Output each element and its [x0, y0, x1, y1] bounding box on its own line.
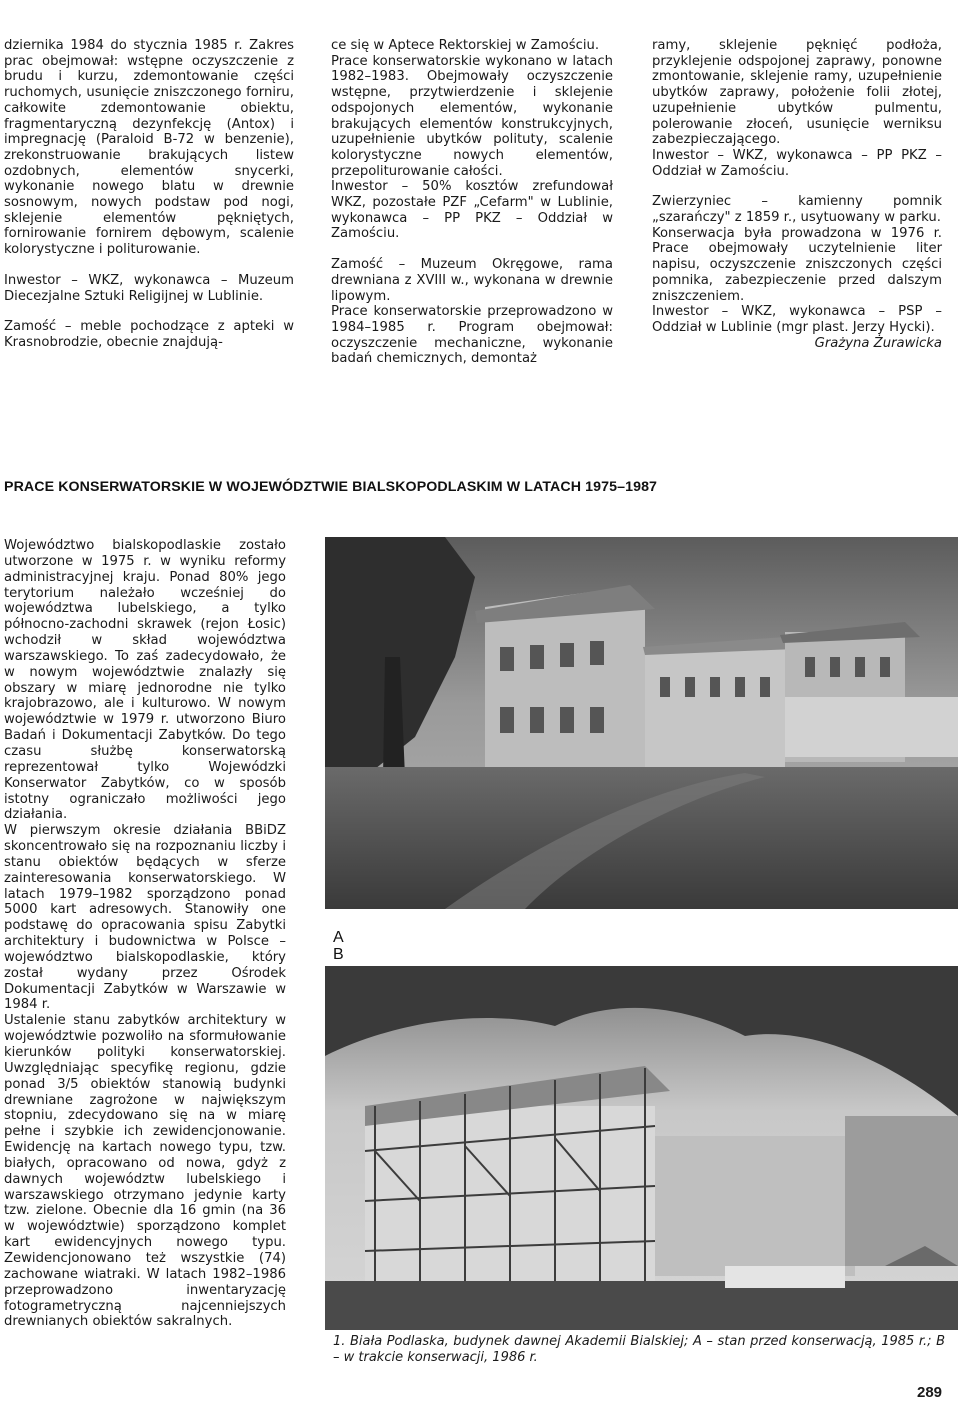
text-column-2 — [331, 38, 613, 367]
figure-caption: 1. Biała Podlaska, budynek dawnej Akademii Bialskiej; A – stan przed konserwacją, 1985 r.; B – w trakcie konserwacji, 1986 r. — [333, 1334, 945, 1365]
article-column — [4, 538, 286, 1330]
paragraph: Prace konserwatorskie wykonano w latach 1982–1983. Obejmowały oczyszczenie wstępne, przytwierdzenie i sklejenie odspojonych elementów, wykonanie brakujących elementów konstrukcyjnych, uzupełnienie ubytków polituty, scalenie kolorystyczne nowych elementów, przepoliturowanie całości. — [331, 53, 613, 179]
page-number: 289 — [917, 1384, 943, 1401]
author-signature: Grażyna Żurawicka — [814, 335, 942, 351]
paragraph: Inwestor – WKZ, wykonawca – PSP – Oddział w Lublinie (mgr plast. Jerzy Hycki). — [652, 304, 942, 335]
paragraph: W pierwszym okresie działania BBiDZ skoncentrowało się na rozpoznaniu liczby i stanu obiektów będących w sferze zainteresowania konserwatorskiego. W latach 1979–1982 sporządzono ponad 5000 kart adresowych. Stanowiły one podstawę do opracowania spisu Zabytki architektury i budownictwa w Polsce – województwo bialskopodlaskie, który został wydany przez Ośrodek Dokumentacji Zabytków w Warszawie w 1984 r. — [4, 823, 286, 1013]
paragraph: Ustalenie stanu zabytków architektury w województwie pozwoliło na sformułowanie kierunków polityki konserwatorskiej. Uwzględniając specyfikę regionu, gdzie ponad 3/5 obiektów stanowią budynki drewniane zagrożone w największym stopniu, zdecydowano się na w miarę pełne i szybkie ich zewidencjonowanie. Ewidencję na kartach nowego typu, tzw. białych, opracowano od nowa, gdyż z dawnych województw lubelskiego i warszawskiego otrzymano jedynie karty tzw. zielone. Obecnie dla 16 gmin (na 36 w województwie) sporządzono komplet kart ewidencyjnych nowego typu. Zewidencjonowano też wszystkie (74) zachowane wiatraki. W latach 1982–1986 przeprowadzono inwentaryzację fotogrametryczną najcenniejszych drewnianych obiektów sakralnych. — [4, 1013, 286, 1330]
photo-label-b: B — [333, 946, 344, 963]
paragraph: Prace konserwatorskie przeprowadzono w 1984–1985 r. Program obejmował: oczyszczenie mechaniczne, wykonanie badań chemicznych, demontaż — [331, 304, 613, 367]
paragraph: Konserwacja była prowadzona w 1976 r. Prace obejmowały uczytelnienie liter napisu, oczyszczenie zniszczonych części pomnika, zabezpieczenie przed dalszym zniszczeniem. — [652, 225, 942, 304]
photo-label-a: A — [333, 929, 344, 946]
photo-building-during-conservation — [325, 966, 958, 1330]
paragraph: Inwestor – WKZ, wykonawca – PP PKZ – Oddział w Zamościu. — [652, 147, 942, 179]
paragraph: Inwestor – WKZ, wykonawca – Muzeum Diecezjalne Sztuki Religijnej w Lublinie. — [4, 272, 294, 304]
paragraph: Zamość – meble pochodzące z apteki w Krasnobrodzie, obecnie znajdują- — [4, 319, 294, 350]
photo-building-before-conservation — [325, 537, 958, 909]
text-column-3 — [652, 38, 942, 351]
paragraph: Województwo bialskopodlaskie zostało utworzone w 1975 r. w wyniku reformy administracyjnej kraju. Ponad 80% jego terytorium należało wcześniej do województwa lubelskiego, a tylko północno-zachodni skrawek (rejon Łosic) wchodził w skład województwa warszawskiego. To zaś zadecydowało, że w nowym województwie znalazły się obszary w miarę jednorodne nie tylko krajobrazowo, ale i kulturowo. W nowym województwie w 1979 r. utworzono Biuro Badań i Dokumentacji Zabytków. Do tego czasu służbę konserwatorską reprezentował tylko Wojewódzki Konserwator Zabytków, co w sposób istotny ograniczało możliwości jego działania. — [4, 538, 286, 823]
paragraph: Inwestor – 50% kosztów zrefundował WKZ, pozostałe PZF „Cefarm" w Lublinie, wykonawca – PP PKZ – Oddział w Zamościu. — [331, 179, 613, 242]
paragraph: Zwierzyniec – kamienny pomnik „szarańczy" z 1859 r., usytuowany w parku. — [652, 194, 942, 226]
paragraph: dziernika 1984 do stycznia 1985 r. Zakres prac obejmował: wstępne oczyszczenie z brudu i kurzu, zdemontowanie części ruchomych, usunięcie zniszczonego forniru, całkowite zdemontowanie obiektu, fragmentaryczną dezynfekcję (Antox) i impregnację (Paraloid B-72 w benzenie), zrekonstruowanie brakujących listew ozdobnych, elementów snycerki, wykonanie nowego blatu w drewnie sosnowym, nowych podstaw pod nogi, sklejenie elementów pękniętych, fornirowanie fornirem dębowym, scalenie kolorystyczne i politurowanie. — [4, 38, 294, 258]
text-column-1 — [4, 38, 294, 351]
paragraph: ce się w Aptece Rektorskiej w Zamościu. — [331, 38, 600, 53]
paragraph: Zamość – Muzeum Okręgowe, rama drewniana z XVIII w., wykonana w drewnie lipowym. — [331, 257, 613, 304]
article-heading: PRACE KONSERWATORSKIE W WOJEWÓDZTWIE BIALSKOPODLASKIM W LATACH 1975–1987 — [4, 479, 658, 495]
paragraph: ramy, sklejenie pęknięć podłoża, przyklejenie odspojonej zaprawy, ponowne zmontowanie, sklejenie ramy, uzupełnienie ubytków zaprawy, położenie folii złotej, uzupełnienie ubytków pulmentu, polerowanie złoceń, usunięcie werniksu zabezpieczającego. — [652, 38, 942, 148]
